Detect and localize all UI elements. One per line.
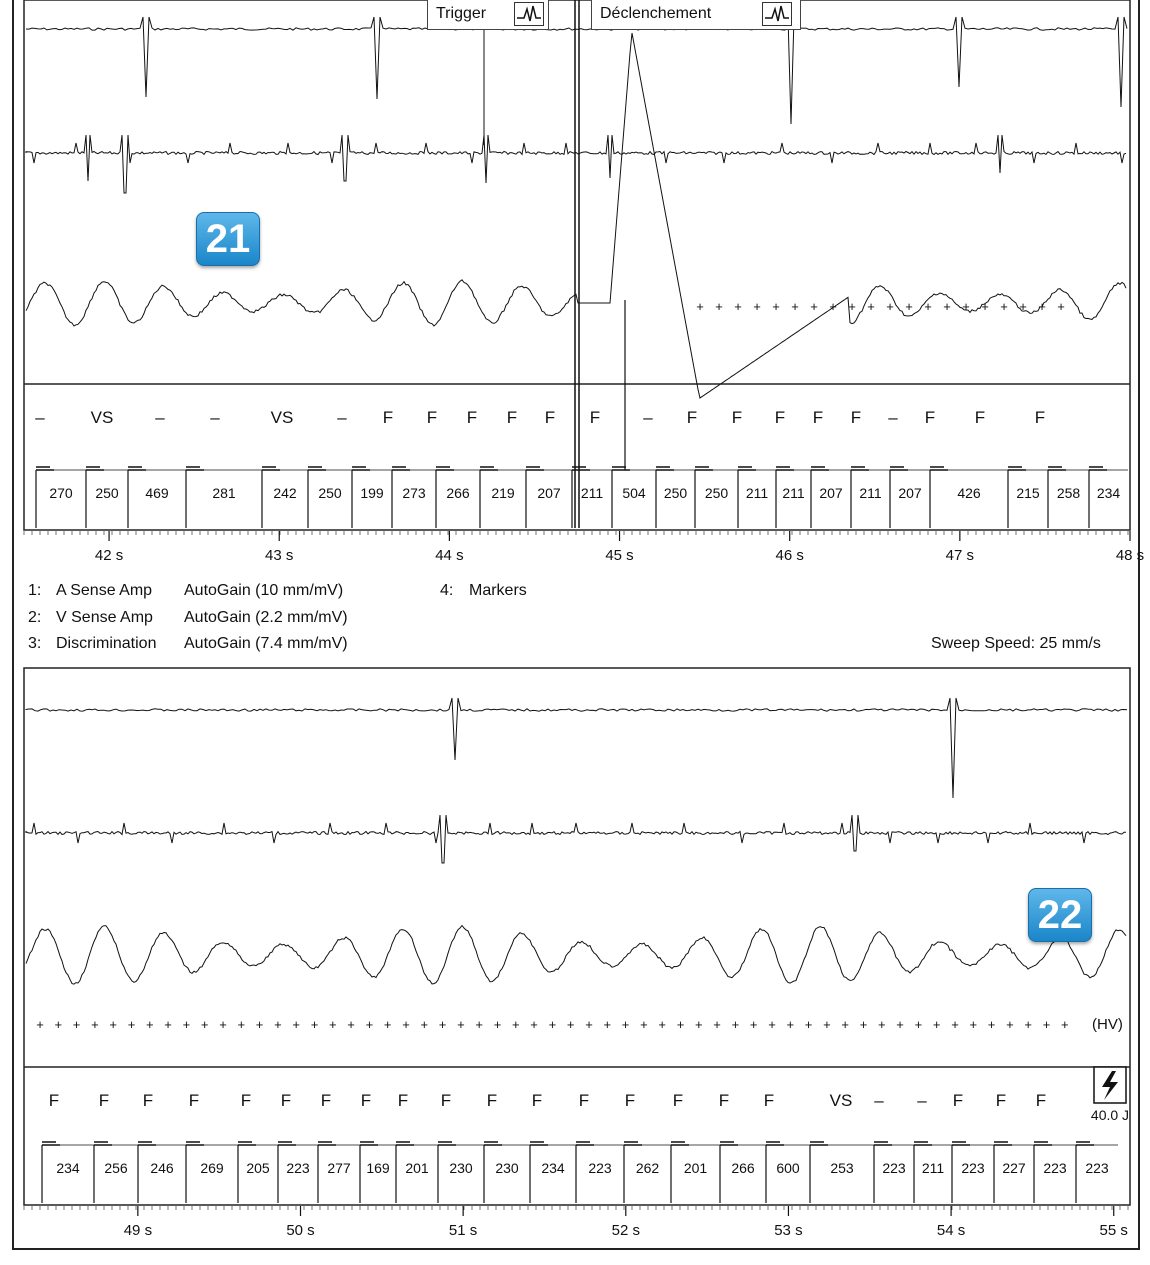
charge-marker: +	[365, 1017, 374, 1032]
panel-border	[24, 668, 1130, 1205]
trigger-button[interactable]	[427, 0, 549, 30]
legend-ch4-name: Markers	[469, 582, 527, 599]
charge-marker: +	[36, 1017, 44, 1032]
interval-value: 253	[830, 1160, 854, 1176]
time-tick-label: 42 s	[94, 547, 124, 564]
discrimination-trace	[26, 926, 1126, 985]
marker-label: F	[1035, 1091, 1047, 1110]
marker-label: F	[531, 1091, 543, 1110]
interval-value: 199	[360, 485, 384, 501]
interval-value: 250	[318, 485, 342, 501]
interval-value: 266	[446, 485, 470, 501]
marker-label: F	[382, 408, 394, 427]
interval-value: 234	[541, 1160, 565, 1176]
interval-value: 230	[449, 1160, 473, 1176]
charge-marker: +	[310, 1017, 319, 1032]
charge-marker: +	[731, 1017, 740, 1032]
marker-label: –	[888, 408, 898, 427]
charge-marker: +	[566, 1017, 575, 1032]
charge-marker: +	[127, 1017, 136, 1032]
interval-value: 504	[622, 485, 646, 501]
interval-value: 234	[56, 1160, 80, 1176]
charge-marker: +	[981, 299, 989, 314]
charge-marker: +	[164, 1017, 172, 1032]
legend-ch2-gain: AutoGain (2.2 mm/mV)	[184, 609, 348, 626]
marker-label: –	[210, 408, 220, 427]
charge-marker: +	[200, 1017, 209, 1032]
legend-ch1-name: A Sense Amp	[56, 582, 153, 599]
interval-value: 211	[580, 485, 604, 501]
interval-value: 256	[104, 1160, 128, 1176]
marker-label: F	[506, 408, 518, 427]
interval-value: 207	[898, 485, 922, 501]
charge-marker: +	[696, 299, 704, 314]
marker-label: F	[686, 408, 698, 427]
panel-border	[24, 0, 1130, 530]
charge-marker: +	[905, 299, 913, 314]
marker-label: F	[98, 1091, 110, 1110]
time-tick-label: 55 s	[1099, 1222, 1128, 1239]
charge-marker: +	[512, 1017, 520, 1032]
charge-marker: +	[810, 299, 818, 314]
charge-marker: +	[749, 1017, 758, 1032]
charge-marker: +	[1000, 299, 1008, 314]
interval-value: 227	[1002, 1160, 1026, 1176]
interval-value: 223	[882, 1160, 906, 1176]
legend-ch2-num: 2:	[28, 609, 42, 626]
interval-value: 250	[704, 485, 729, 501]
time-tick-label: 49 s	[123, 1222, 153, 1239]
discrimination-trace	[26, 33, 1126, 398]
interval-value: 219	[491, 485, 515, 501]
waveform-icon	[514, 2, 544, 26]
charge-marker: +	[1042, 1017, 1051, 1032]
marker-label: F	[188, 1091, 200, 1110]
panel-top	[24, 0, 1130, 541]
legend-ch4-num: 4:	[440, 582, 454, 599]
interval-value: 281	[212, 485, 236, 501]
time-tick-label: 53 s	[774, 1222, 803, 1239]
charge-marker: +	[1019, 299, 1027, 314]
interval-value: 270	[49, 485, 73, 501]
a-sense-trace	[26, 698, 1127, 798]
charge-marker: +	[457, 1017, 465, 1032]
charge-marker: +	[585, 1017, 593, 1032]
time-tick-label: 51 s	[448, 1222, 478, 1239]
marker-label: F	[48, 1091, 60, 1110]
time-tick-label: 52 s	[611, 1222, 640, 1239]
interval-value: 242	[273, 485, 297, 501]
marker-label: F	[426, 408, 438, 427]
marker-label: –	[155, 408, 165, 427]
marker-label: F	[466, 408, 478, 427]
charge-marker: +	[987, 1017, 996, 1032]
charge-marker: +	[715, 299, 723, 314]
charge-marker: +	[420, 1017, 429, 1032]
legend-ch1-gain: AutoGain (10 mm/mV)	[184, 582, 344, 599]
interval-value: 223	[286, 1160, 310, 1176]
marker-label: F	[320, 1091, 332, 1110]
time-tick-label: 45 s	[605, 547, 634, 564]
charge-marker: +	[695, 1017, 703, 1032]
marker-label: F	[1034, 408, 1046, 427]
charge-marker: +	[932, 1017, 941, 1032]
marker-label: F	[280, 1091, 292, 1110]
marker-label: F	[974, 408, 986, 427]
time-tick-label: 44 s	[435, 547, 464, 564]
marker-label: F	[763, 1091, 775, 1110]
charge-marker: +	[867, 299, 875, 314]
charge-marker: +	[438, 1017, 447, 1032]
marker-label: F	[486, 1091, 498, 1110]
charge-marker: +	[859, 1017, 868, 1032]
marker-label: F	[924, 408, 936, 427]
time-tick-label: 46 s	[775, 547, 804, 564]
charge-marker: +	[621, 1017, 630, 1032]
marker-label: F	[812, 408, 824, 427]
marker-label: F	[952, 1091, 964, 1110]
time-tick-label: 43 s	[265, 547, 294, 564]
charge-marker: +	[548, 1017, 557, 1032]
marker-label: –	[35, 408, 45, 427]
charge-marker: +	[603, 1017, 612, 1032]
interval-value: 246	[150, 1160, 174, 1176]
interval-value: 211	[745, 485, 769, 501]
marker-label: F	[544, 408, 556, 427]
charge-marker: +	[943, 299, 951, 314]
charge-marker: +	[109, 1017, 117, 1032]
interval-value: 201	[405, 1160, 429, 1176]
charge-marker: +	[182, 1017, 191, 1032]
marker-label: F	[142, 1091, 154, 1110]
charge-marker: +	[1024, 1017, 1032, 1032]
charge-marker: +	[237, 1017, 246, 1032]
legend-ch2-name: V Sense Amp	[56, 609, 153, 626]
marker-label: VS	[270, 408, 294, 427]
v-sense-trace	[26, 135, 1126, 193]
legend-ch3-name: Discrimination	[56, 635, 157, 652]
marker-label: VS	[90, 408, 114, 427]
marker-label: F	[440, 1091, 452, 1110]
marker-label: –	[337, 408, 347, 427]
interval-value: 266	[731, 1160, 755, 1176]
charge-marker: +	[91, 1017, 99, 1032]
charge-marker: +	[962, 299, 970, 314]
marker-label: F	[672, 1091, 684, 1110]
charge-marker: +	[791, 299, 799, 314]
interval-value: 211	[859, 485, 882, 501]
marker-label: –	[643, 408, 653, 427]
marker-label: –	[917, 1091, 927, 1110]
marker-label: VS	[829, 1091, 853, 1110]
time-tick-label: 50 s	[286, 1222, 315, 1239]
charge-marker: +	[255, 1017, 264, 1032]
marker-label: F	[850, 408, 862, 427]
interval-value: 207	[537, 485, 561, 501]
episode-badge-21: 21	[196, 212, 260, 266]
charge-marker: +	[924, 299, 932, 314]
charge-marker: +	[914, 1017, 923, 1032]
interval-value: 223	[588, 1160, 612, 1176]
charge-marker: +	[772, 299, 780, 314]
charge-marker: +	[493, 1017, 502, 1032]
time-tick-label: 54 s	[936, 1222, 966, 1239]
charge-marker: +	[841, 1017, 849, 1032]
interval-value: 207	[819, 485, 843, 501]
legend-ch3-gain: AutoGain (7.4 mm/mV)	[184, 635, 348, 652]
charge-marker: +	[676, 1017, 685, 1032]
charge-marker: +	[1006, 1017, 1014, 1032]
marker-label: F	[718, 1091, 730, 1110]
charge-marker: +	[347, 1017, 355, 1032]
interval-value: 262	[635, 1160, 660, 1176]
charge-marker: +	[878, 1017, 886, 1032]
marker-label: F	[578, 1091, 590, 1110]
a-sense-trace	[26, 17, 1127, 124]
marker-label: F	[397, 1091, 409, 1110]
marker-label: F	[360, 1091, 372, 1110]
interval-value: 215	[1016, 485, 1040, 501]
interval-value: 211	[921, 1160, 945, 1176]
episode-badge-22: 22	[1028, 888, 1092, 942]
charge-marker: +	[768, 1017, 776, 1032]
charge-marker: +	[804, 1017, 813, 1032]
charge-marker: +	[713, 1017, 721, 1032]
interval-value: 223	[1043, 1160, 1067, 1176]
charge-marker: +	[823, 1017, 831, 1032]
charge-marker: +	[274, 1017, 282, 1032]
sweep-speed: Sweep Speed: 25 mm/s	[931, 635, 1101, 652]
charge-marker: +	[1057, 299, 1065, 314]
interval-value: 169	[366, 1160, 390, 1176]
time-tick-label: 48 s	[1115, 547, 1145, 564]
charge-marker: +	[219, 1017, 227, 1032]
marker-label: F	[624, 1091, 636, 1110]
interval-value: 250	[95, 485, 119, 501]
charge-marker: +	[54, 1017, 63, 1032]
interval-value: 273	[402, 485, 426, 501]
legend-ch1-num: 1:	[28, 582, 42, 599]
v-sense-trace	[26, 815, 1126, 863]
interval-value: 234	[1096, 485, 1121, 501]
charge-marker: +	[292, 1017, 300, 1032]
charge-marker: +	[886, 299, 894, 314]
time-tick-label: 47 s	[945, 547, 974, 564]
interval-value: 223	[1085, 1160, 1109, 1176]
interval-value: 230	[495, 1160, 519, 1176]
interval-value: 201	[683, 1160, 708, 1176]
charge-marker: +	[786, 1017, 795, 1032]
trigger-label: Trigger	[436, 5, 487, 22]
charge-marker: +	[383, 1017, 392, 1032]
interval-value: 205	[246, 1160, 270, 1176]
interval-value: 250	[663, 485, 688, 501]
charge-marker: +	[896, 1017, 904, 1032]
charge-marker: +	[640, 1017, 648, 1032]
charge-marker: +	[72, 1017, 81, 1032]
declenchement-button[interactable]	[591, 0, 801, 30]
charge-marker: +	[658, 1017, 666, 1032]
interval-value: 211	[782, 485, 805, 501]
marker-label: F	[774, 408, 786, 427]
charge-marker: +	[969, 1017, 978, 1032]
interval-value: 277	[327, 1160, 351, 1176]
charge-marker: +	[848, 299, 856, 314]
waveform-icon	[762, 2, 792, 26]
shock-energy: 40.0 J	[1090, 1107, 1130, 1123]
interval-value: 223	[961, 1160, 985, 1176]
interval-value: 258	[1056, 485, 1081, 501]
charge-marker: +	[1038, 299, 1046, 314]
marker-label: –	[874, 1091, 884, 1110]
marker-label: F	[731, 408, 743, 427]
charge-marker: +	[530, 1017, 538, 1032]
marker-label: F	[995, 1091, 1007, 1110]
charge-marker: +	[753, 299, 761, 314]
panel-bottom	[24, 668, 1130, 1216]
charge-marker: +	[951, 1017, 959, 1032]
charge-marker: +	[734, 299, 742, 314]
interval-value: 600	[776, 1160, 800, 1176]
marker-label: F	[240, 1091, 252, 1110]
charge-marker: +	[329, 1017, 337, 1032]
interval-value: 269	[200, 1160, 224, 1176]
interval-value: 426	[957, 485, 981, 501]
charge-marker: +	[146, 1017, 154, 1032]
charge-marker: +	[1061, 1017, 1069, 1032]
legend-ch3-num: 3:	[28, 635, 42, 652]
interval-value: 469	[145, 485, 169, 501]
charge-marker: +	[402, 1017, 410, 1032]
charge-marker: +	[829, 299, 837, 314]
declenchement-label: Déclenchement	[600, 5, 712, 22]
charge-marker: +	[475, 1017, 483, 1032]
charge-label: (HV)	[1092, 1016, 1123, 1033]
marker-label: F	[589, 408, 601, 427]
shock-bolt-icon	[1094, 1067, 1126, 1103]
